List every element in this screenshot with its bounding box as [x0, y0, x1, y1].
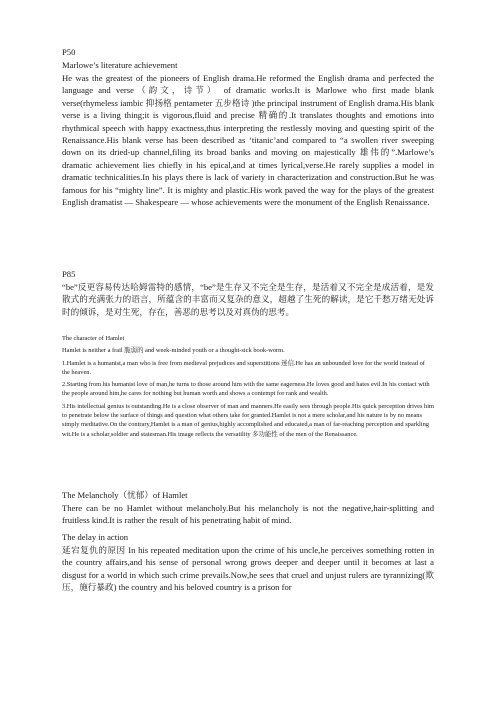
delay-paragraph: 延宕复仇的原因 In his repeated meditation upon the crime of his uncle,he perceives something rotten in the country affairs,and his sense of personal wrong grows deeper and deeper until it becomes at last a disgust for a world in which such crime prevails.Now,he sees that cruel and unjust rulers are tyrannizing(欺压，施行暴政) the country and his beloved country is a prison for	[62, 545, 434, 593]
section-title-delay: The delay in action	[62, 532, 129, 542]
section-title-marlowe: Marlowe’s literature achievement	[62, 60, 178, 70]
character-intro-line: Hamlet is neither a frail 脆弱的 and week-minded youth or a thought-sick book-worm.	[62, 347, 285, 355]
be-commentary-paragraph: “be”反更容易传达哈姆雷特的感情，“be”是生存又不完全是生存，是活着又不完全是成活着，是发散式的充满张力的语言，所蕴含的丰富而又复杂的意义，超越了生死的解读，是它千愁万绪无处诉时的倾诉，是对生死，存在，善恶的思考以及对真伪的思考。	[62, 282, 434, 317]
section-title-melancholy: The Melancholy（忧郁）of Hamlet	[62, 490, 188, 500]
character-title: The character of Hamlet	[62, 335, 125, 342]
page-reference-p50: P50	[62, 47, 76, 57]
hamlet-character-section	[62, 334, 434, 439]
character-point-1: 1.Hamlet is a humanist,a man who is free from medieval prejudices and superstitions 迷信.He has an unbounded love for the world instead of the heaven.	[62, 359, 425, 376]
marlowe-paragraph: He was the greatest of the pioneers of English drama.He reformed the English drama and perfected the language and verse（韵文，诗节） of dramatic works.It is Marlowe who first made blank verse(rhymeless iambic 抑扬格 pentameter 五步格诗 )the principal instrument of English drama.His blank verse is a living thing;it is vigorous,fluid and precise 精确的.It translates thoughts and emotions into rhythmical speech with happy exactness,thus interpreting the restlessly moving and questing spirit of the Renaissance.His blank verse has been described as ‘titanic’and compared to “a swollen river sweeping down on its dried-up channel,filing its broad banks and moving on majestically 雄伟的”.Marlowe’s dramatic achievement lies chiefly in his epical,and at times lyrical,verse.He rarely supplies a model in dramatic technicalities.In his plays there is lack of variety in characterization and construction.But he was famous for his “mighty line”. It is mighty and plastic.His work paved the way for the plays of the greatest English dramatist — Shakespeare — whose achievements were the monument of the English Renaissance.	[62, 73, 434, 208]
character-point-3: 3.His intellectual genius is outstanding.He is a close observer of man and manners.He easily sees through people.His quick perception drives him to penetrate below the surface of things and question what others take for granted.Hamlet is not a mere scholar,and his nature is by no means simply meditative.On the contrary,Hamlet is a man of genius,highly accomplished and educated,a man of far-reaching perception and sparkling wit.He is a scholar,soldier and statesman.His image reflects the versatility 多功能性 of the men of the Renaissance.	[62, 402, 434, 438]
melancholy-paragraph: There can be no Hamlet without melancholy.But his melancholy is not the negative,hair-splitting and fruitless kind.It is rather the result of his penetrating habit of mind.	[62, 503, 434, 526]
page-reference-p85: P85	[62, 269, 76, 279]
character-point-2: 2.Starting from his humanist love of man,he turns to those around him with the same eagerness.He loves good and hates evil.In his contact with the people around him,he cares for nothing but human worth and shows a contempt for rank and wealth.	[62, 381, 430, 398]
